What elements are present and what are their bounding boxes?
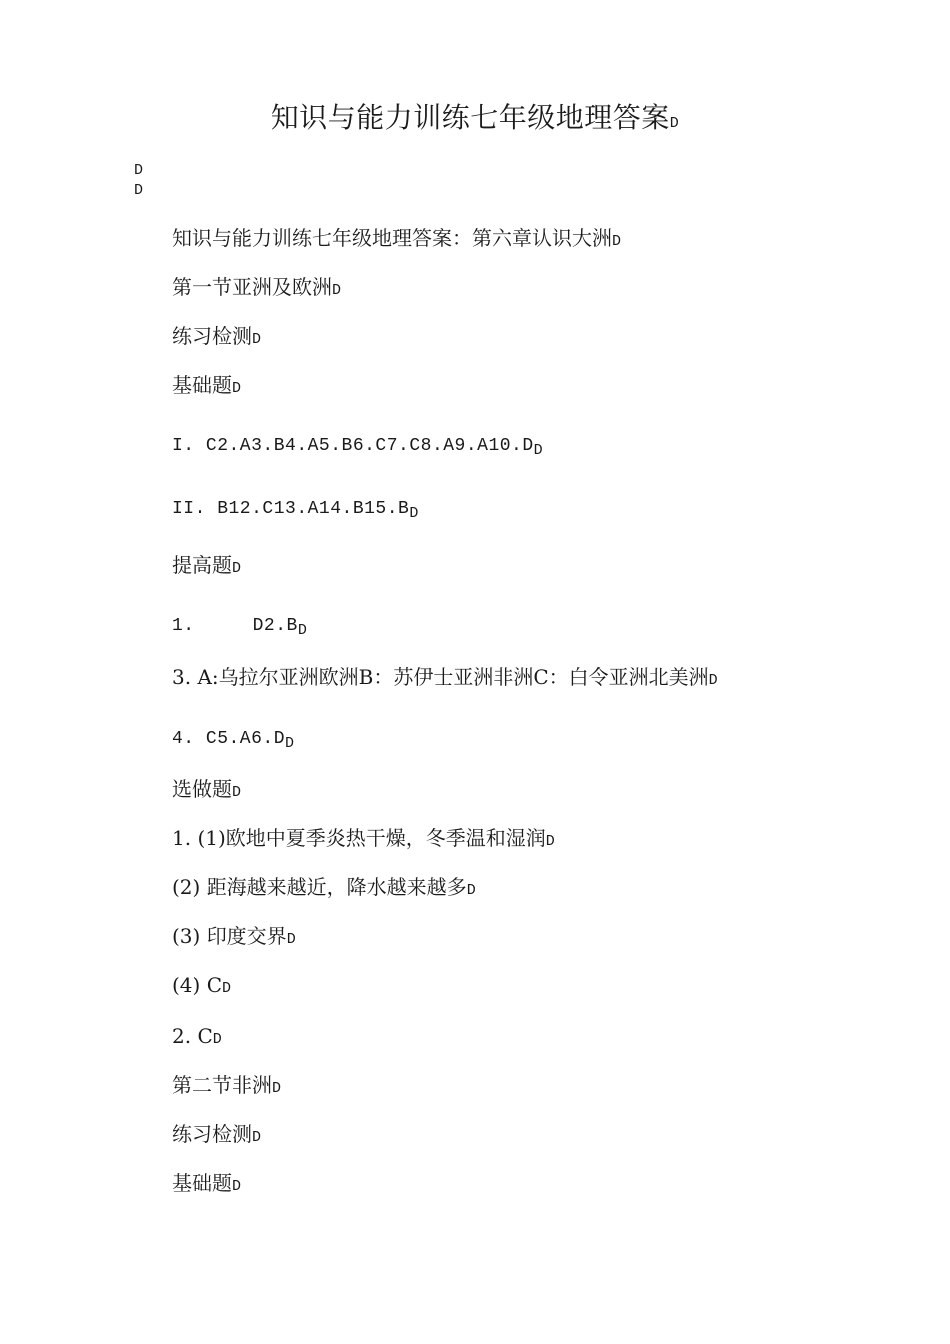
line-text: 基础题: [172, 1171, 232, 1195]
line-mark: D: [297, 622, 308, 639]
subsection-heading: [172, 322, 261, 354]
section-heading: [172, 273, 341, 305]
title-mark: D: [669, 115, 680, 132]
section-heading: [172, 1071, 281, 1103]
line-text: (4) C: [172, 973, 222, 997]
answer-line: [172, 1022, 222, 1054]
line-text: 1.: [172, 616, 195, 636]
page-title-text: 知识与能力训练七年级地理答案: [270, 101, 670, 134]
line-text: 第二节非洲: [172, 1073, 272, 1097]
answer-line: [172, 971, 231, 1003]
line-text: D2.B: [252, 616, 298, 636]
line-mark: D: [285, 735, 295, 752]
line-text: 1. (1)欧地中夏季炎热干燥，冬季温和湿润: [172, 826, 546, 850]
line-text: 基础题: [172, 373, 232, 397]
line-text: 3. A:乌拉尔亚洲欧洲B：苏伊士亚洲非洲C：白令亚洲北美洲: [172, 665, 709, 689]
line-text: 4. C5.A6.D: [172, 729, 286, 749]
line-mark: D: [252, 1129, 262, 1146]
answer-line: [172, 612, 307, 641]
answer-line: [172, 922, 296, 954]
line-mark: D: [286, 931, 296, 948]
question-group-heading: [172, 1169, 241, 1201]
corner-mark: D: [134, 162, 144, 179]
line-mark: D: [232, 560, 242, 577]
question-group-heading: [172, 775, 241, 807]
line-text: (2) 距海越来越近，降水越来越多: [172, 875, 467, 899]
line-text: 练习检测: [172, 1122, 252, 1146]
chapter-heading: [172, 224, 621, 256]
line-mark: D: [332, 282, 342, 299]
line-text: 2. C: [172, 1024, 213, 1048]
line-mark: D: [232, 784, 242, 801]
line-text: II. B12.C13.A14.B15.B: [172, 499, 410, 519]
answer-line: [172, 824, 555, 856]
line-mark: D: [466, 882, 476, 899]
line-text: 提高题: [172, 553, 232, 577]
line-mark: D: [272, 1080, 282, 1097]
line-text: (3) 印度交界: [172, 924, 287, 948]
line-mark: D: [545, 833, 555, 850]
line-mark: D: [232, 1178, 242, 1195]
line-mark: D: [222, 980, 232, 997]
line-mark: D: [612, 233, 622, 250]
line-mark: D: [708, 672, 718, 689]
line-mark: D: [212, 1031, 222, 1048]
line-mark: D: [409, 505, 419, 522]
line-text: 选做题: [172, 777, 232, 801]
answer-line: [172, 663, 718, 695]
line-mark: D: [252, 331, 262, 348]
question-group-heading: [172, 371, 241, 403]
line-text: 练习检测: [172, 324, 252, 348]
line-text: I. C2.A3.B4.A5.B6.C7.C8.A9.A10.D: [172, 436, 534, 456]
page-title: [0, 100, 950, 142]
line-mark: D: [232, 380, 242, 397]
line-mark: D: [533, 442, 544, 459]
answer-line: [172, 873, 476, 905]
line-text: 第一节亚洲及欧洲: [172, 275, 332, 299]
line-text: 知识与能力训练七年级地理答案：第六章认识大洲: [172, 226, 612, 250]
answer-line: [172, 432, 543, 461]
subsection-heading: [172, 1120, 261, 1152]
answer-line: [172, 725, 295, 754]
answer-line: [172, 495, 419, 524]
corner-mark: D: [134, 182, 144, 199]
question-group-heading: [172, 551, 241, 583]
